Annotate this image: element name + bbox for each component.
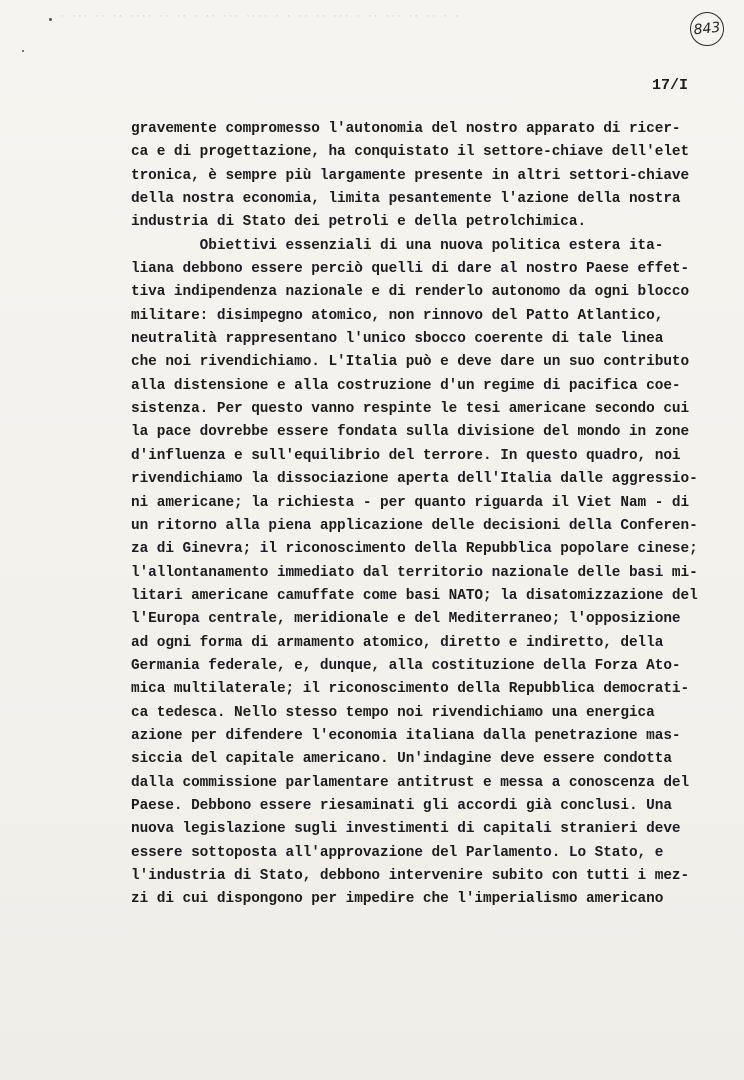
text-line: liana debbono essere perciò quelli di dare al nostro Paese effet- [131, 261, 690, 278]
text-line: un ritorno alla piena applicazione delle decisioni della Conferen- [131, 517, 698, 534]
text-line: della nostra economia, limita pesantemente l'azione della nostra [131, 191, 681, 208]
text-line: siccia del capitale americano. Un'indagine deve essere condotta [131, 751, 672, 768]
text-line: alla distensione e alla costruzione d'un regime di pacifica coe- [131, 377, 681, 394]
archive-number-stamp [688, 10, 725, 47]
text-line: rivendichiamo la dissociazione aperta dell'Italia dalle aggressio- [131, 471, 698, 488]
text-line: d'influenza e sull'equilibrio del terrore. In questo quadro, noi [131, 447, 681, 464]
text-line: militare: disimpegno atomico, non rinnovo del Patto Atlantico, [131, 307, 664, 324]
text-line: Germania federale, e, dunque, alla costituzione della Forza Ato- [131, 657, 681, 674]
text-line: dalla commissione parlamentare antitrust e messa a conoscenza del [131, 774, 690, 791]
text-line: za di Ginevra; il riconoscimento della Repubblica popolare cinese; [131, 541, 698, 558]
text-line: nuova legislazione sugli investimenti di capitali stranieri deve [131, 821, 681, 838]
text-line: la pace dovrebbe essere fondata sulla divisione del mondo in zone [131, 424, 690, 441]
text-line: industria di Stato dei petroli e della petrolchimica. [131, 214, 587, 231]
speck-mark [49, 18, 52, 21]
text-line: gravemente compromesso l'autonomia del nostro apparato di ricer- [131, 121, 681, 137]
document-body [131, 118, 731, 912]
archive-number: 843 [692, 19, 722, 39]
text-line: ni americane; la richiesta - per quanto riguarda il Viet Nam - di [131, 494, 690, 511]
text-line: mica multilaterale; il riconoscimento della Repubblica democrati- [131, 681, 690, 698]
page-number: 17/I [652, 77, 689, 94]
text-line: ca tedesca. Nello stesso tempo noi rivendichiamo una energica [131, 704, 655, 721]
faint-top-marks: · ··· ·· ·· ···· ·· ·· · ·· ··· ···· · · ·· ·· ··· · ·· ··· ·· ·· · · [60, 12, 461, 21]
text-line: ca e di progettazione, ha conquistato il settore-chiave dell'elet [131, 144, 690, 161]
text-line: essere sottoposta all'approvazione del Parlamento. Lo Stato, e [131, 844, 664, 861]
text-line: l'allontanamento immediato dal territorio nazionale delle basi mi- [131, 564, 698, 581]
text-line: l'industria di Stato, debbono intervenire subito con tutti i mez- [131, 868, 690, 884]
text-line: l'Europa centrale, meridionale e del Mediterraneo; l'opposizione [131, 611, 681, 628]
text-line: Paese. Debbono essere riesaminati gli accordi già conclusi. Una [131, 797, 672, 814]
text-line: tiva indipendenza nazionale e di renderlo autonomo da ogni blocco [131, 284, 690, 301]
speck-mark [22, 50, 24, 52]
text-line: tronica, è sempre più largamente presente in altri settori-chiave [131, 167, 690, 184]
text-line: neutralità rappresentano l'unico sbocco coerente di tale linea [131, 331, 664, 348]
text-line: Obiettivi essenziali di una nuova politica estera ita- [131, 237, 664, 254]
text-line: litari americane camuffate come basi NATO; la disatomizzazione del [131, 587, 698, 604]
text-line: sistenza. Per questo vanno respinte le tesi americane secondo cui [131, 401, 690, 418]
text-line: azione per difendere l'economia italiana dalla penetrazione mas- [131, 727, 681, 744]
text-line: zi di cui dispongono per impedire che l'imperialismo americano [131, 891, 664, 908]
text-line: ad ogni forma di armamento atomico, diretto e indiretto, della [131, 634, 664, 651]
text-line: che noi rivendichiamo. L'Italia può e deve dare un suo contributo [131, 354, 690, 371]
